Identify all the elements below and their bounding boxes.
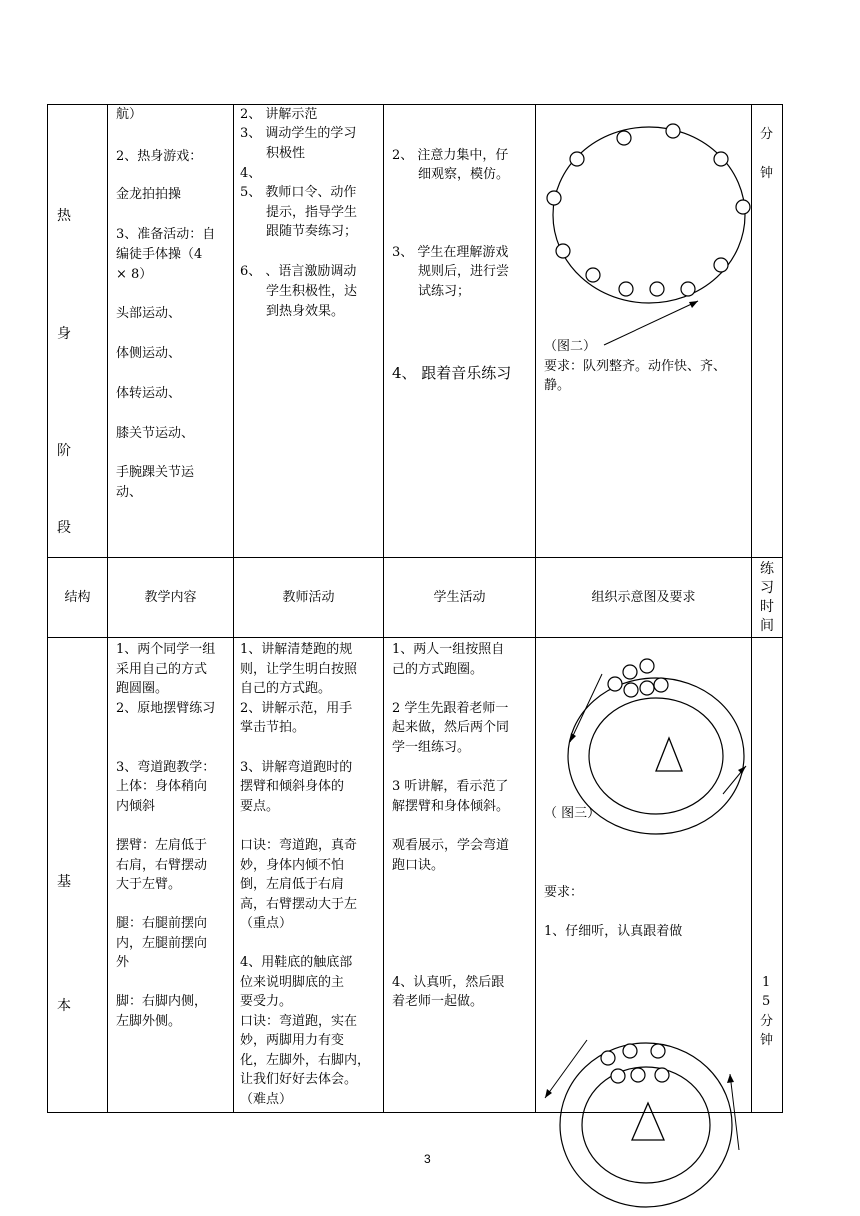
header-student: 学生活动 [384, 558, 536, 638]
time-char: 钟 [760, 166, 774, 181]
header-row [48, 558, 783, 638]
student-line: 跑口诀。 [392, 858, 445, 873]
teacher-line: 4、用鞋底的触底部 [240, 955, 353, 970]
student-line: 2、 注意力集中，仔 [392, 148, 509, 163]
basic-content-cell [108, 638, 234, 1113]
requirement-title: 要求： [544, 885, 584, 900]
content-line: 3、准备活动：自 [116, 227, 216, 242]
content-line: 2、热身游戏： [116, 149, 203, 164]
teacher-line: 6、 、语言激励调动 [240, 264, 357, 279]
teacher-line: 3、 调动学生的学习 [240, 126, 357, 141]
teacher-line: 2、讲解示范，用手 [240, 701, 353, 716]
content-line: 摆臂：左肩低于 [116, 838, 208, 853]
student-line: 着老师一起做。 [392, 994, 484, 1009]
teacher-line: 摆臂和倾斜身体的 [240, 779, 345, 794]
teacher-line: 积极性 [266, 146, 306, 161]
warmup-content-cell [108, 105, 234, 558]
content-line: 左脚外侧。 [116, 1014, 182, 1029]
student-line: 试练习； [418, 284, 471, 299]
content-line: 动、 [116, 485, 143, 500]
header-time-char: 时 [760, 598, 774, 615]
warmup-row [48, 105, 783, 558]
student-line: 观看展示，学会弯道 [392, 838, 510, 853]
teacher-line: 自己的方式跑。 [240, 681, 332, 696]
header-time [752, 558, 783, 638]
student-line: 4、认真听，然后跟 [392, 975, 505, 990]
header-time-char: 练 [760, 560, 774, 577]
content-line: 上体：身体稍向 [116, 779, 208, 794]
student-line: 细观察，模仿。 [418, 167, 510, 182]
time-char: 钟 [760, 1033, 774, 1048]
teacher-line: 要受力。 [240, 994, 293, 1009]
content-line: 金龙拍拍操 [116, 187, 182, 202]
teacher-line: 5、 教师口令、动作 [240, 185, 357, 200]
warmup-org-cell [536, 105, 752, 558]
page-number: 3 [424, 1152, 431, 1166]
header-content: 教学内容 [108, 558, 234, 638]
basic-teacher-cell [234, 638, 384, 1113]
header-time-char: 间 [760, 617, 774, 634]
teacher-line: 位来说明脚底的主 [240, 975, 345, 990]
content-line: × 8） [116, 267, 153, 282]
teacher-line: 化，左脚外，右脚内， [240, 1053, 371, 1068]
formation-diagram-3 [536, 638, 752, 1112]
basic-student-cell [384, 638, 536, 1113]
content-line: 体转运动、 [116, 386, 182, 401]
teacher-line: 则，让学生明白按照 [240, 662, 358, 677]
teacher-line: 妙，身体内倾不怕 [240, 858, 345, 873]
content-line: 内，左腿前摆向 [116, 936, 208, 951]
warmup-teacher-cell [234, 105, 384, 558]
teacher-line: 口诀：弯道跑，真奇 [240, 838, 358, 853]
requirement-text: 1、仔细听，认真跟着做 [544, 924, 683, 939]
basic-org-cell [536, 638, 752, 1113]
requirement-text: 要求：队列整齐。动作快、齐、 [544, 359, 727, 374]
figure-caption: （ 图三） [544, 806, 601, 821]
content-line: 外 [116, 955, 130, 970]
basic-stage-cell [48, 638, 108, 1113]
time-char: 分 [760, 1014, 774, 1029]
teacher-line: （难点） [240, 1092, 293, 1107]
teacher-line: 到热身效果。 [266, 304, 345, 319]
student-line: 起来做，然后两个同 [392, 720, 510, 735]
content-line: 大于左臂。 [116, 877, 182, 892]
content-line: 膝关节运动、 [116, 426, 195, 441]
figure-caption: （图二） [544, 339, 597, 354]
teacher-line: 1、讲解清楚跑的规 [240, 642, 353, 657]
header-org: 组织示意图及要求 [536, 558, 752, 638]
teacher-line: 要点。 [240, 799, 280, 814]
lesson-plan-table [47, 104, 783, 1113]
content-line: 3、弯道跑教学： [116, 760, 216, 775]
content-line: 腿：右腿前摆向 [116, 916, 208, 931]
stage-char: 身 [57, 326, 71, 342]
content-line: 手腕踝关节运 [116, 465, 195, 480]
student-line: 己的方式跑圈。 [392, 662, 484, 677]
time-char: 分 [760, 127, 774, 142]
stage-char: 本 [57, 998, 71, 1014]
student-line: 3、 学生在理解游戏 [392, 245, 509, 260]
time-char: 5 [762, 994, 771, 1009]
stage-char: 基 [57, 874, 71, 890]
header-time-char: 习 [760, 579, 774, 596]
teacher-line: 2、 讲解示范 [240, 107, 318, 122]
teacher-line: 掌击节拍。 [240, 720, 306, 735]
teacher-line: （重点） [240, 916, 293, 931]
warmup-time-cell [752, 105, 783, 558]
time-char: 1 [762, 975, 771, 990]
content-line: 内倾斜 [116, 799, 156, 814]
student-line: 3 听讲解，看示范了 [392, 779, 509, 794]
warmup-student-cell [384, 105, 536, 558]
student-line: 学一组练习。 [392, 740, 471, 755]
content-line: 脚：右脚内侧， [116, 994, 208, 1009]
header-structure: 结构 [48, 558, 108, 638]
basic-time-cell [752, 638, 783, 1113]
teacher-line: 跟随节奏练习； [266, 224, 358, 239]
student-line: 2 学生先跟着老师一 [392, 701, 509, 716]
teacher-line: 让我们好好去体会。 [240, 1072, 358, 1087]
student-line: 解摆臂和身体倾斜。 [392, 799, 510, 814]
content-line: 跑圆圈。 [116, 681, 169, 696]
content-line: 2、原地摆臂练习 [116, 701, 216, 716]
teacher-line: 妙，两脚用力有变 [240, 1033, 345, 1048]
stage-char: 阶 [57, 443, 71, 459]
content-line: 体侧运动、 [116, 346, 182, 361]
teacher-line: 提示，指导学生 [266, 205, 358, 220]
student-line: 规则后，进行尝 [418, 264, 510, 279]
teacher-line: 倒，左肩低于右肩 [240, 877, 345, 892]
basic-row [48, 638, 783, 1113]
student-line: 4、 跟着音乐练习 [392, 364, 512, 382]
content-line: 1、两个同学一组 [116, 642, 216, 657]
content-line: 右肩，右臂摆动 [116, 858, 208, 873]
teacher-line: 口诀：弯道跑，实在 [240, 1014, 358, 1029]
content-line: 头部运动、 [116, 306, 182, 321]
teacher-line: 高，右臂摆动大于左 [240, 897, 358, 912]
content-line: 航） [116, 107, 143, 122]
teacher-line: 4、 [240, 166, 262, 181]
student-line: 1、两人一组按照自 [392, 642, 505, 657]
content-line: 编徒手体操（4 [116, 247, 203, 262]
requirement-text: 静。 [544, 378, 571, 393]
content-line: 采用自己的方式 [116, 662, 208, 677]
stage-char: 段 [57, 520, 71, 536]
warmup-stage-cell [48, 105, 108, 558]
stage-char: 热 [57, 208, 71, 224]
header-teacher: 教师活动 [234, 558, 384, 638]
teacher-line: 学生积极性，达 [266, 284, 358, 299]
formation-diagram-2 [536, 105, 752, 557]
teacher-line: 3、讲解弯道跑时的 [240, 760, 353, 775]
